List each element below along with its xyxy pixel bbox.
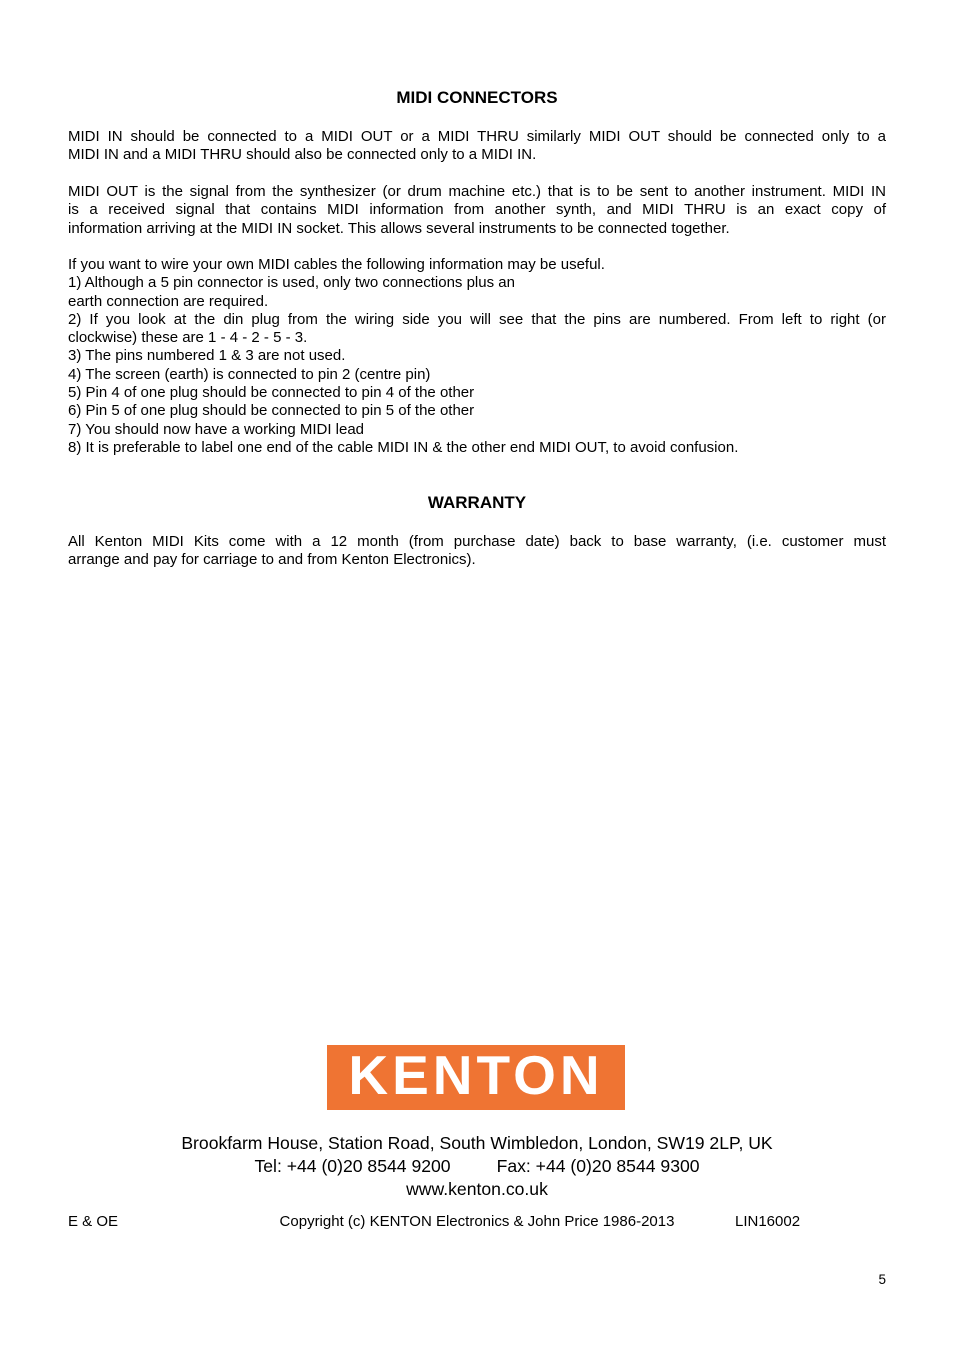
footer-row (68, 1213, 886, 1231)
midi-connectors-paragraph-1 (68, 128, 886, 165)
wiring-step-line: earth connection are required. (68, 292, 269, 310)
paragraph-line: MIDI OUT is the signal from the synthesizer (or drum machine etc.) that is to be sent to another instrument. MIDI IN (68, 183, 886, 200)
paragraph-line: MIDI IN and a MIDI THRU should also be connected only to a MIDI IN. (68, 146, 537, 164)
wiring-step-line: 3) The pins numbered 1 & 3 are not used. (68, 347, 346, 365)
address-line: Brookfarm House, Station Road, South Wimbledon, London, SW19 2LP, UK (181, 1133, 773, 1153)
paragraph-line: is a received signal that contains MIDI information from another synth, and MIDI THRU is an exact copy of (68, 201, 886, 219)
wiring-step-line: clockwise) these are 1 - 4 - 2 - 5 - 3. (68, 329, 308, 347)
paragraph-line: MIDI IN should be connected to a MIDI OUT or a MIDI THRU similarly MIDI OUT should be connected only to a (68, 128, 886, 145)
wiring-step-line: 1) Although a 5 pin connector is used, only two connections plus an (68, 274, 515, 292)
wiring-step-line: 4) The screen (earth) is connected to pin 2 (centre pin) (68, 365, 431, 383)
midi-connectors-heading: MIDI CONNECTORS (396, 88, 558, 107)
telephone-number: Tel: +44 (0)20 8544 9200 (254, 1156, 451, 1176)
paragraph-line: arrange and pay for carriage to and from Kenton Electronics). (68, 551, 476, 569)
errors-omissions-note: E & OE (68, 1213, 119, 1230)
kenton-logo-text: KENTON (348, 1044, 604, 1106)
document-code: LIN16002 (735, 1213, 801, 1230)
company-address-block (0, 1132, 954, 1201)
wiring-instructions (68, 256, 886, 457)
page-number: 5 (878, 1272, 886, 1287)
warranty-heading: WARRANTY (427, 493, 527, 512)
wiring-intro-line: If you want to wire your own MIDI cables the following information may be useful. (68, 256, 605, 273)
wiring-step-line: 7) You should now have a working MIDI lead (68, 420, 365, 438)
copyright-notice: Copyright (c) KENTON Electronics & John Price 1986-2013 (279, 1213, 675, 1230)
wiring-step-line: 5) Pin 4 of one plug should be connected to pin 4 of the other (68, 384, 475, 402)
website-url: www.kenton.co.uk (406, 1179, 548, 1199)
wiring-step-line: 2) If you look at the din plug from the wiring side you will see that the pins are numbered. From left to right (or (68, 310, 886, 328)
paragraph-line: information arriving at the MIDI IN socket. This allows several instruments to be connected together. (68, 219, 730, 237)
wiring-step-line: 8) It is preferable to label one end of the cable MIDI IN & the other end MIDI OUT, to avoid confusion. (68, 438, 739, 456)
tel-fax-line (0, 1155, 954, 1178)
midi-connectors-paragraph-2 (68, 183, 886, 238)
kenton-logo (327, 1045, 625, 1110)
warranty-paragraph (68, 533, 886, 570)
fax-number: Fax: +44 (0)20 8544 9300 (496, 1156, 700, 1176)
wiring-step-line: 6) Pin 5 of one plug should be connected to pin 5 of the other (68, 402, 475, 420)
paragraph-line: All Kenton MIDI Kits come with a 12 month (from purchase date) back to base warranty, (i.e. customer must (68, 533, 886, 550)
